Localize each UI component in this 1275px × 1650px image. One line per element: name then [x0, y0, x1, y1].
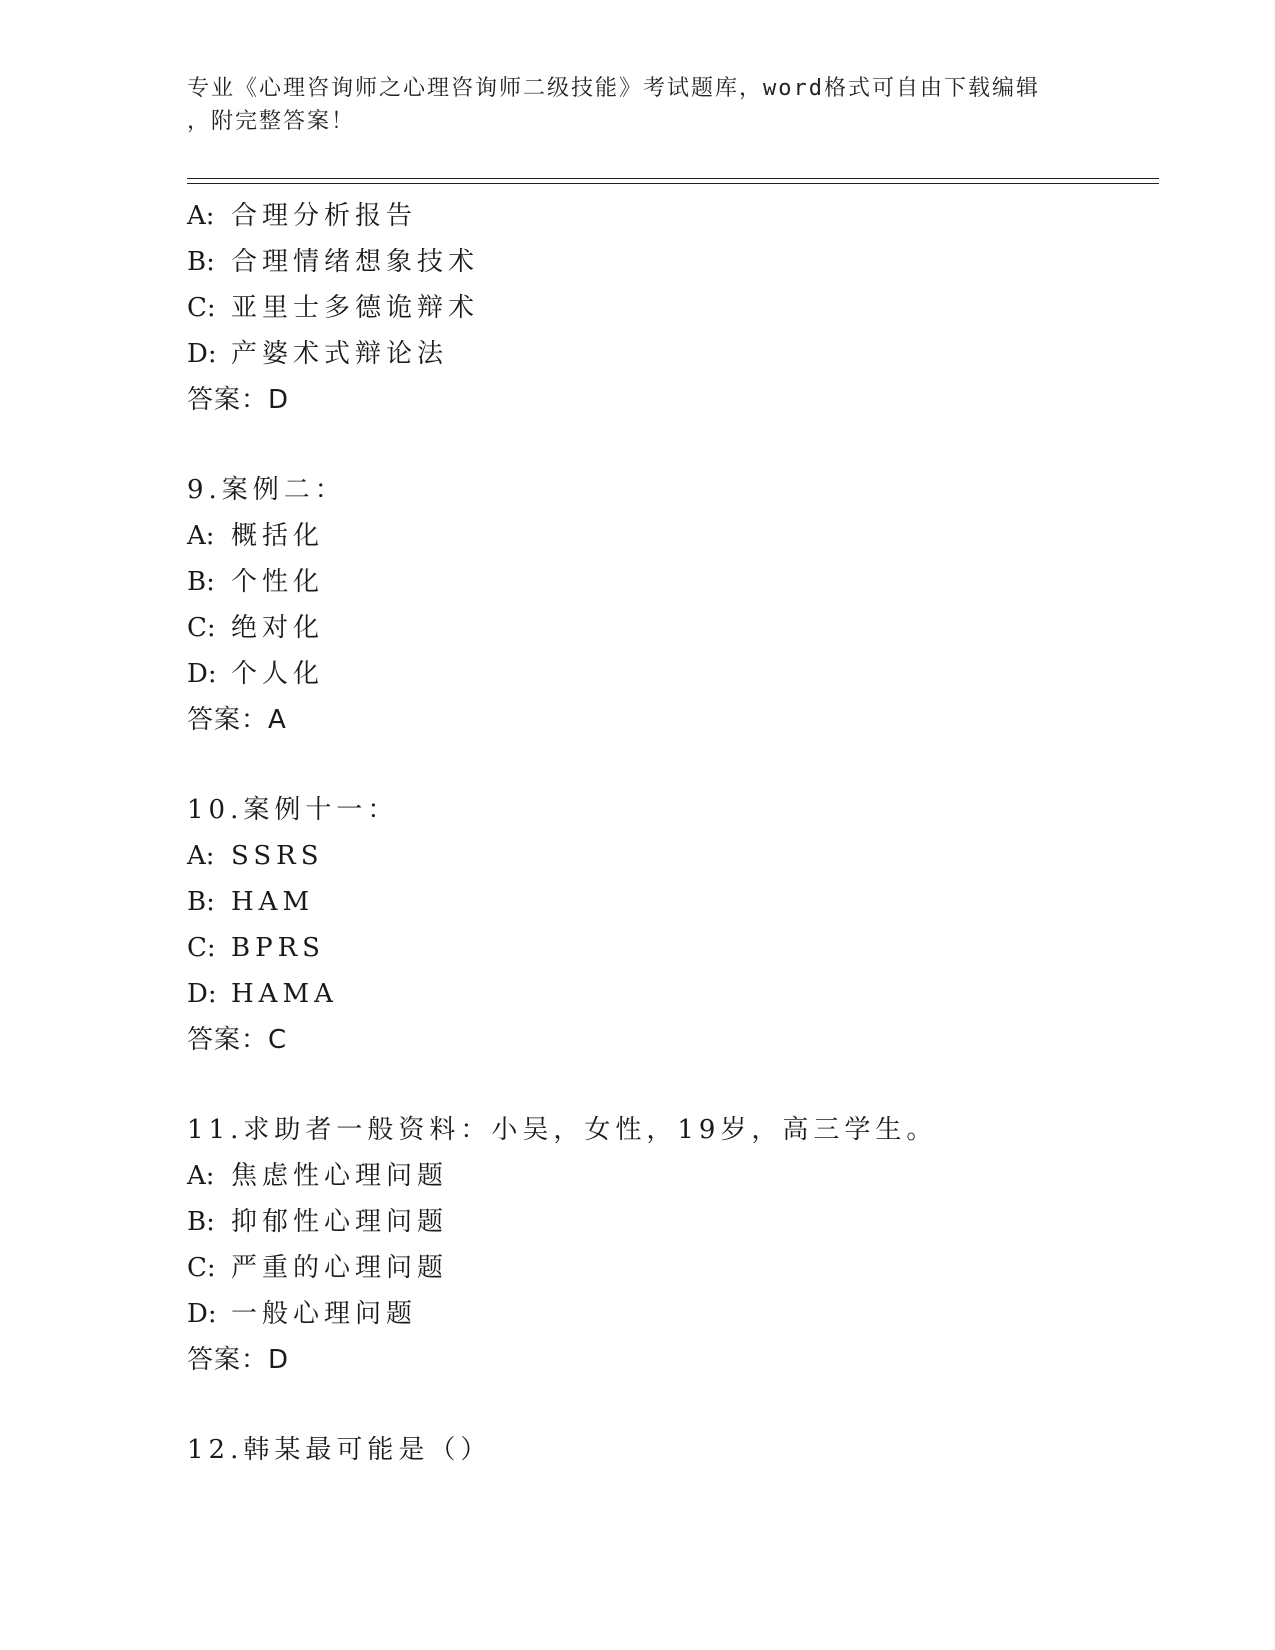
option-text: 一般心理问题 [231, 1299, 418, 1329]
option-prefix: D: [187, 659, 217, 689]
option-c [187, 285, 1147, 331]
question-item [187, 1107, 1147, 1383]
option-prefix: B: [187, 887, 215, 917]
option-prefix: D: [187, 1299, 217, 1329]
option-text: 个性化 [231, 567, 325, 597]
option-prefix: B: [187, 1207, 215, 1237]
option-prefix: A: [187, 841, 215, 871]
option-text: HAMA [231, 979, 338, 1009]
question-text: 9.案例二： [187, 475, 346, 505]
option-b [187, 1199, 1147, 1245]
header-line-1: 专业《心理咨询师之心理咨询师二级技能》考试题库，word格式可自由下载编辑 [187, 76, 1040, 101]
option-prefix: B: [187, 567, 215, 597]
option-text: 产婆术式辩论法 [231, 339, 449, 369]
question-item [187, 787, 1147, 1063]
option-text: 合理情绪想象技术 [231, 247, 480, 277]
option-text: HAM [231, 887, 315, 917]
option-a [187, 513, 1147, 559]
answer-line: 答案：D [187, 385, 290, 415]
option-prefix: A: [187, 521, 215, 551]
option-b [187, 879, 1147, 925]
option-text: 焦虑性心理问题 [231, 1161, 449, 1191]
option-prefix: C: [187, 293, 216, 323]
option-a [187, 193, 1147, 239]
spacer [187, 743, 1147, 787]
option-c [187, 1245, 1147, 1291]
option-d [187, 651, 1147, 697]
option-prefix: C: [187, 933, 216, 963]
option-prefix: D: [187, 339, 217, 369]
option-a [187, 1153, 1147, 1199]
option-text: 个人化 [231, 659, 325, 689]
answer-line: 答案：C [187, 1025, 288, 1055]
option-a [187, 833, 1147, 879]
option-text: 概括化 [231, 521, 325, 551]
spacer [187, 423, 1147, 467]
option-d [187, 331, 1147, 377]
question-list [187, 193, 1147, 1473]
answer-line: 答案：D [187, 1345, 290, 1375]
option-text: 抑郁性心理问题 [231, 1207, 449, 1237]
option-d [187, 1291, 1147, 1337]
option-prefix: A: [187, 201, 215, 231]
option-text: 绝对化 [231, 613, 325, 643]
option-prefix: A: [187, 1161, 215, 1191]
question-item [187, 193, 1147, 423]
option-prefix: D: [187, 979, 217, 1009]
option-c [187, 605, 1147, 651]
option-text: 合理分析报告 [231, 201, 418, 231]
spacer [187, 1063, 1147, 1107]
option-text: 严重的心理问题 [231, 1253, 449, 1283]
option-prefix: C: [187, 1253, 216, 1283]
spacer [187, 1383, 1147, 1427]
header-line-2: ，附完整答案！ [187, 109, 356, 134]
option-d [187, 971, 1147, 1017]
question-item [187, 467, 1147, 743]
option-text: BPRS [231, 933, 325, 963]
question-text: 10.案例十一： [187, 795, 399, 825]
question-item [187, 1427, 1147, 1473]
option-b [187, 559, 1147, 605]
option-text: 亚里士多德诡辩术 [231, 293, 480, 323]
answer-line: 答案：A [187, 705, 287, 735]
option-c [187, 925, 1147, 971]
option-prefix: B: [187, 247, 215, 277]
question-text: 11.求助者一般资料：小吴，女性，19岁，高三学生。 [187, 1115, 938, 1145]
question-text: 12.韩某最可能是（） [187, 1435, 492, 1465]
header-divider-bottom [187, 183, 1159, 184]
option-text: SSRS [231, 841, 324, 871]
header-divider-top [187, 178, 1159, 179]
option-prefix: C: [187, 613, 216, 643]
option-b [187, 239, 1147, 285]
document-header [187, 72, 1067, 138]
